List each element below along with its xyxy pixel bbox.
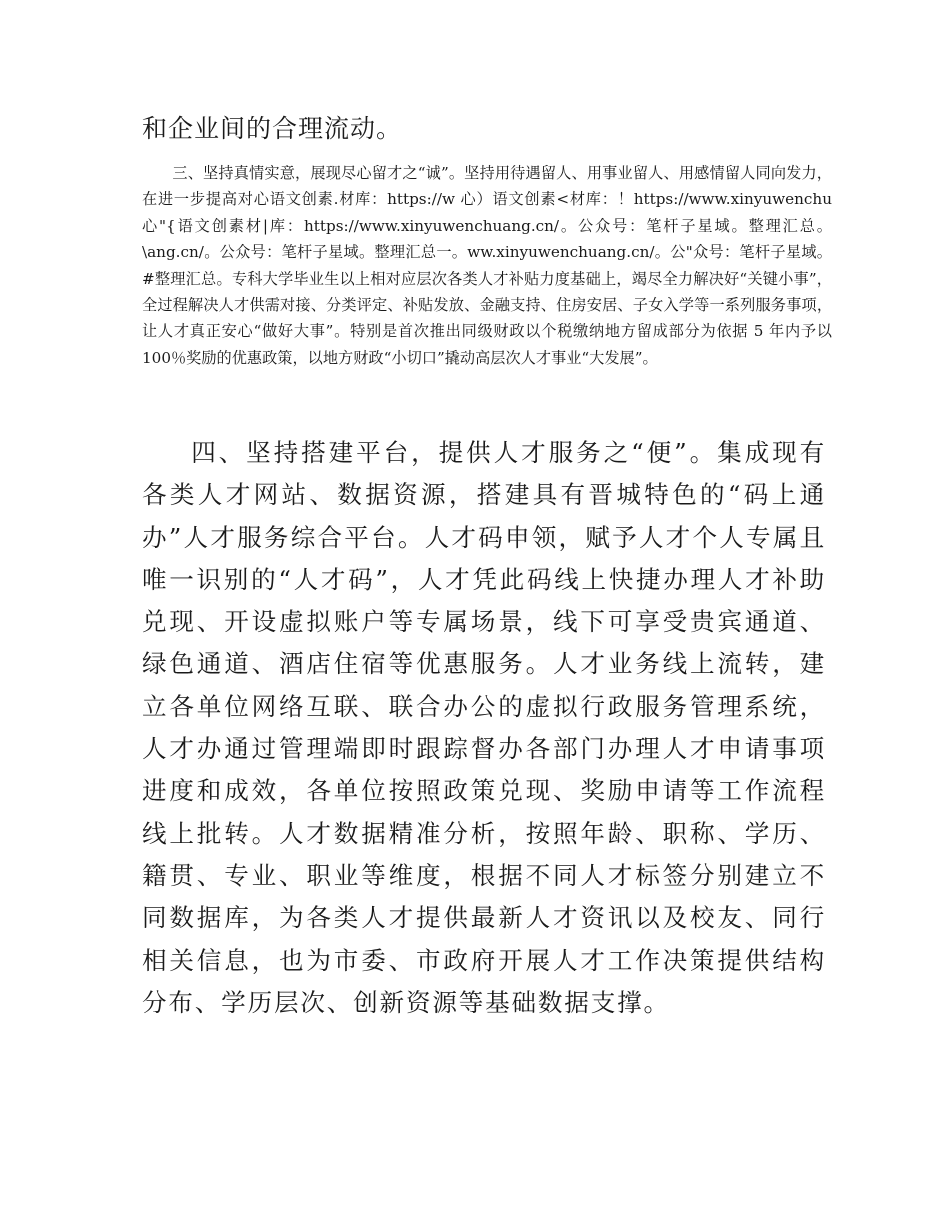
paragraph-continuation: 和企业间的合理流动。 xyxy=(142,114,403,143)
paragraph-section-three: 三、坚持真情实意，展现尽心留才之“诚”。坚持用待遇留人、用事业留人、用感情留人同向发力，在进一步提高对心语文创素.材库：https://w 心）语文创素<材库：！https://www.xinyuwenchu 心"{语文创素材|库：https://www.xinyuwenchuang.cn/。公众号：笔杆子星域。整理汇总。\ang.cn/。公众号：笔杆子星域。整理汇总一。ww.xinyuwenchuang.cn/。公"众号：笔杆子星域。#整理汇总。专科大学毕业生以上相对应层次各类人才补贴力度基础上，竭尽全力解决好“关键小事”，全过程解决人才供需对接、分类评定、补贴发放、金融支持、住房安居、子女入学等一系列服务事项，让人才真正安心“做好大事”。特别是首次推出同级财政以个税缴纳地方留成部分为依据 5 年内予以 100％奖励的优惠政策，以地方财政“小切口”撬动高层次人才事业“大发展”。 xyxy=(142,164,832,367)
paragraph-section-four: 四、坚持搭建平台，提供人才服务之“便”。集成现有各类人才网站、数据资源，搭建具有晋城特色的“码上通办”人才服务综合平台。人才码申领，赋予人才个人专属且唯一识别的“人才码”，人才凭此码线上快捷办理人才补助兑现、开设虚拟账户等专属场景，线下可享受贵宾通道、绿色通道、酒店住宿等优惠服务。人才业务线上流转，建立各单位网络互联、联合办公的虚拟行政服务管理系统，人才办通过管理端即时跟踪督办各部门办理人才申请事项进度和成效，各单位按照政策兑现、奖励申请等工作流程线上批转。人才数据精准分析，按照年龄、职称、学历、籍贯、专业、职业等维度，根据不同人才标签分别建立不同数据库，为各类人才提供最新人才资讯以及校友、同行相关信息，也为市委、市政府开展人才工作决策提供结构分布、学历层次、创新资源等基础数据支撑。 xyxy=(142,438,826,1017)
